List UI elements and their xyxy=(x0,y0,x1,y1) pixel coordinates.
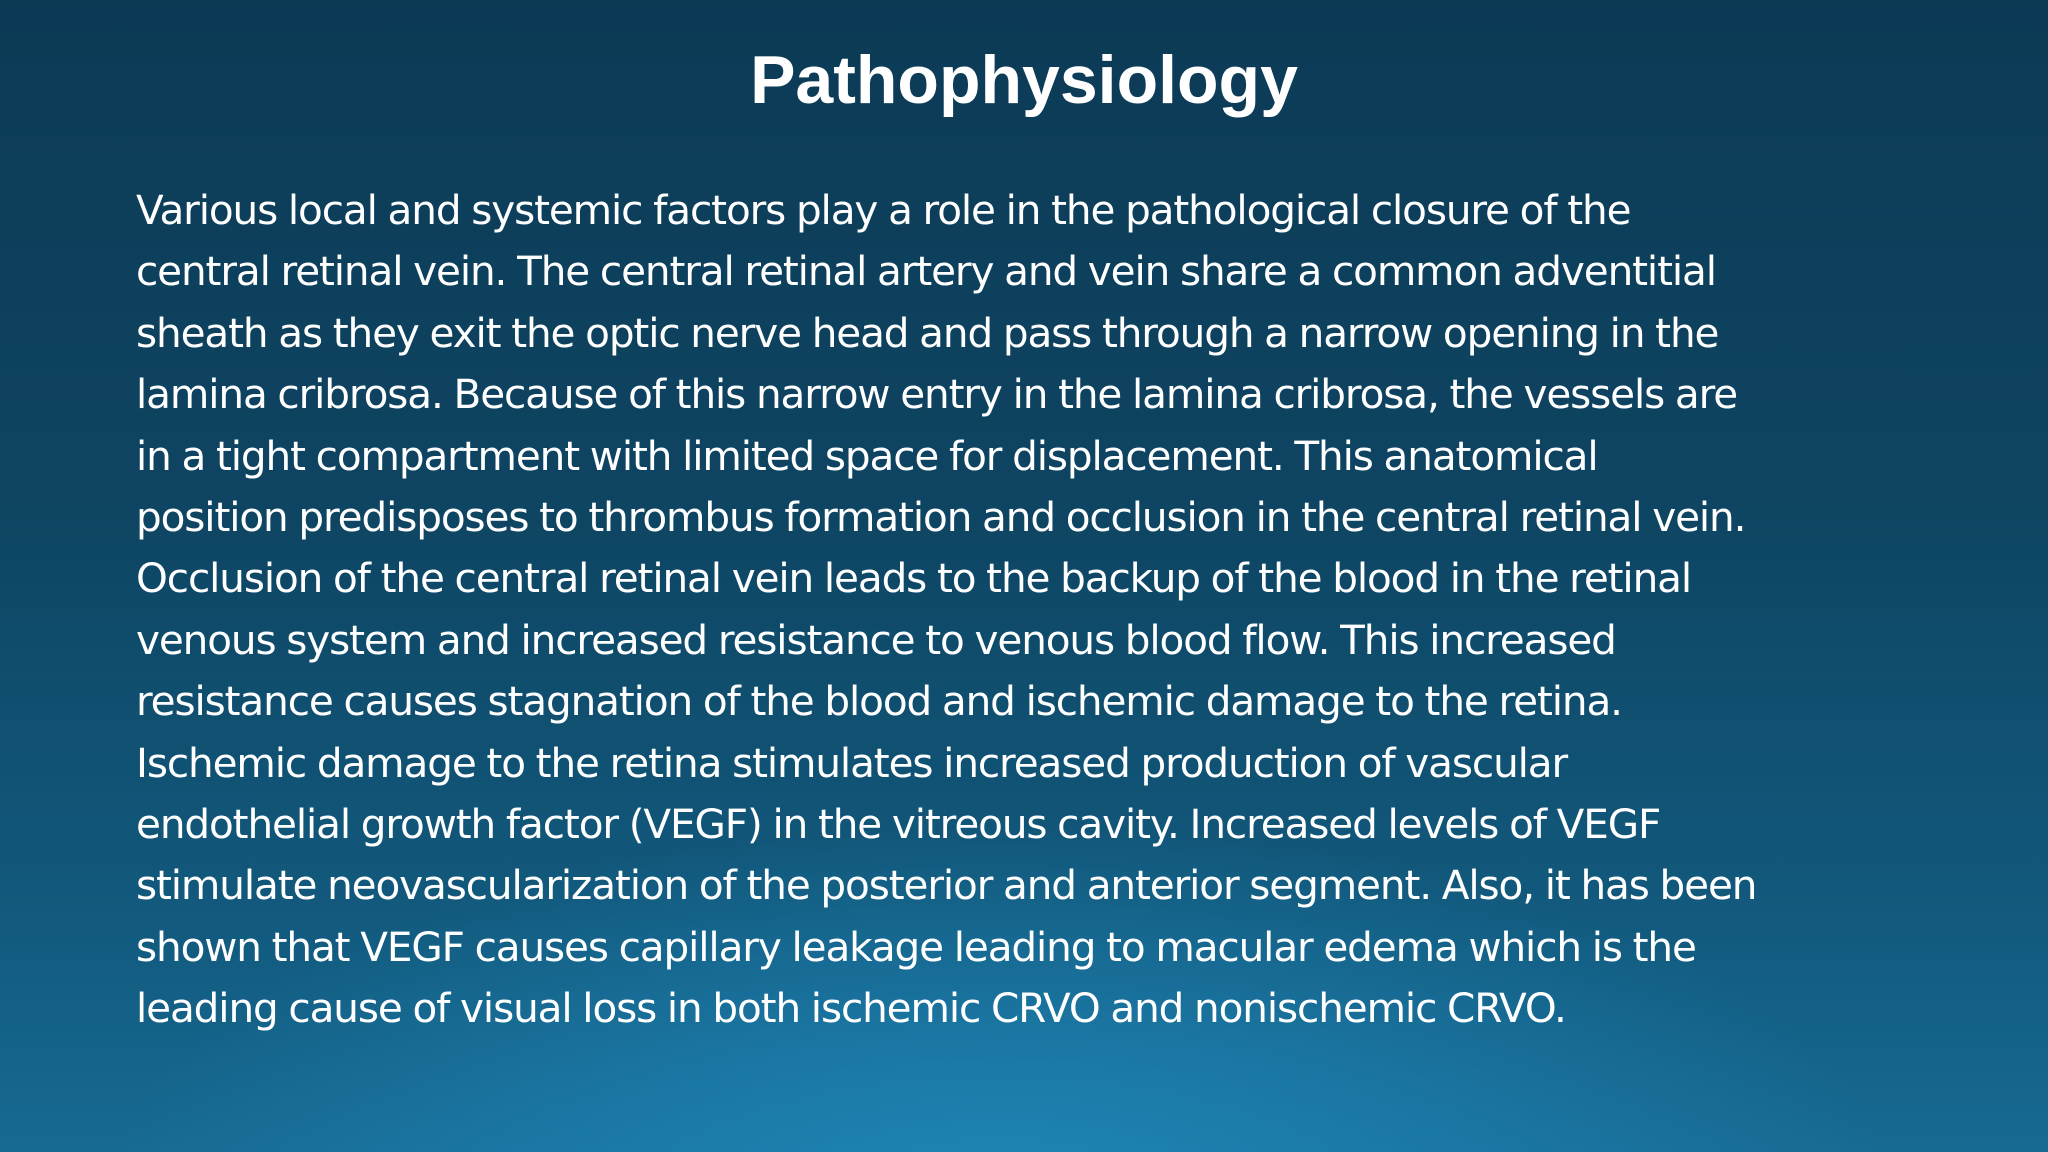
text-line: Occlusion of the central retinal vein leads to the backup of the blood in the retinal xyxy=(136,554,1692,603)
body-paragraph xyxy=(136,180,1936,1040)
slide-title: Pathophysiology xyxy=(750,42,1298,118)
text-line: venous system and increased resistance to venous blood flow. This increased xyxy=(136,615,1616,664)
text-line: position predisposes to thrombus formation and occlusion in the central retinal vein. xyxy=(136,493,1746,542)
text-line: endothelial growth factor (VEGF) in the vitreous cavity. Increased levels of VEGF xyxy=(136,800,1661,849)
text-line: in a tight compartment with limited space for displacement. This anatomical xyxy=(136,431,1598,480)
text-line: leading cause of visual loss in both ischemic CRVO and nonischemic CRVO. xyxy=(136,984,1566,1033)
text-line: central retinal vein. The central retinal artery and vein share a common adventitial xyxy=(136,247,1716,296)
text-line: resistance causes stagnation of the blood and ischemic damage to the retina. xyxy=(136,677,1622,726)
text-line: Ischemic damage to the retina stimulates increased production of vascular xyxy=(136,738,1568,787)
text-line: lamina cribrosa. Because of this narrow entry in the lamina cribrosa, the vessels are xyxy=(136,370,1738,419)
text-line: stimulate neovascularization of the posterior and anterior segment. Also, it has been xyxy=(136,861,1757,910)
text-line: shown that VEGF causes capillary leakage leading to macular edema which is the xyxy=(136,922,1696,971)
text-line: Various local and systemic factors play a role in the pathological closure of the xyxy=(136,186,1631,234)
text-line: sheath as they exit the optic nerve head and pass through a narrow opening in the xyxy=(136,308,1719,357)
